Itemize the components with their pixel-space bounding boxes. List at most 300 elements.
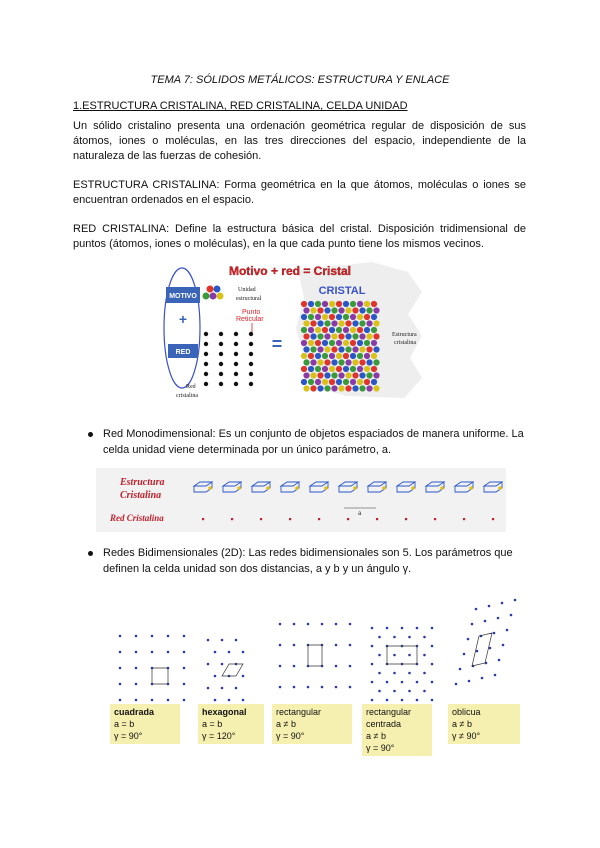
lattice-point xyxy=(249,382,253,386)
figure-headline: Motivo + red = Cristal xyxy=(228,264,352,278)
unit-cell xyxy=(472,633,492,666)
lattice-point-2d xyxy=(510,614,513,617)
lattice-point-2d xyxy=(408,654,411,657)
plus-sign: + xyxy=(178,311,188,327)
lattice-point-2d xyxy=(221,687,224,690)
lattice-point-2d xyxy=(371,681,374,684)
crystal-atom xyxy=(317,333,323,339)
lattice-diagrams xyxy=(119,599,517,710)
lattice-point-2d xyxy=(393,672,396,675)
crystal-atom xyxy=(303,333,309,339)
crystal-atom xyxy=(338,346,344,352)
lattice-label-line: a = b xyxy=(202,719,223,729)
lattice-point-2d xyxy=(242,651,245,654)
lattice-point-1d xyxy=(463,518,465,520)
lattice-point-2d xyxy=(502,644,505,647)
lattice-label-line: oblicua xyxy=(452,707,481,717)
lattice-point-2d xyxy=(293,644,296,647)
crystal-atom xyxy=(322,314,328,320)
crystal-atom xyxy=(331,346,337,352)
crystal-atom xyxy=(373,359,379,365)
estructural-label: estructural xyxy=(236,296,262,302)
unit-cell xyxy=(308,645,322,666)
lattice-point-2d xyxy=(119,683,122,686)
crystal-atom xyxy=(359,359,365,365)
unidad-label: Unidad xyxy=(238,287,256,293)
lattice-point-2d xyxy=(279,665,282,668)
unit-cell xyxy=(387,646,417,664)
lattice-point xyxy=(234,342,238,346)
crystal-atom xyxy=(308,340,314,346)
lattice-point-2d xyxy=(386,681,389,684)
crystal-atom xyxy=(343,366,349,372)
chain-atom xyxy=(208,486,212,490)
crystal-atom xyxy=(336,353,342,359)
lattice-point-2d xyxy=(207,663,210,666)
lattice-point xyxy=(234,352,238,356)
crystal-atom xyxy=(357,314,363,320)
chain-atom xyxy=(353,486,357,490)
lattice-point-2d xyxy=(242,699,245,702)
lattice-point-2d xyxy=(431,663,434,666)
crystal-atom xyxy=(336,379,342,385)
lattice-point-2d xyxy=(475,608,478,611)
lattice-point-2d xyxy=(151,635,154,638)
crystal-atom xyxy=(364,314,370,320)
crystal-atom xyxy=(331,372,337,378)
bullet-bidimensional xyxy=(88,545,533,577)
chain-atom xyxy=(324,486,328,490)
crystal-atom xyxy=(345,346,351,352)
crystal-atom xyxy=(303,320,309,326)
lattice-label-line: a ≠ b xyxy=(366,731,386,741)
lattice-point xyxy=(219,342,223,346)
lattice-label-line: centrada xyxy=(366,719,402,729)
crystal-atom xyxy=(308,366,314,372)
crystal-atom xyxy=(359,307,365,313)
lattice-point xyxy=(234,332,238,336)
lattice-point xyxy=(249,332,253,336)
lattice-point-2d xyxy=(431,699,434,702)
crystal-atom xyxy=(338,307,344,313)
lattice-point-2d xyxy=(335,623,338,626)
crystal-atom xyxy=(366,385,372,391)
crystal-atom xyxy=(366,372,372,378)
crystal-atom xyxy=(343,353,349,359)
crystal-atom xyxy=(352,307,358,313)
crystal-atom xyxy=(322,379,328,385)
reticular-label: Reticular xyxy=(236,316,264,323)
crystal-atom xyxy=(350,340,356,346)
lattice-point-2d xyxy=(293,623,296,626)
lattice-point-2d xyxy=(279,644,282,647)
crystal-atom xyxy=(352,385,358,391)
crystal-atom xyxy=(336,314,342,320)
lattice-point-2d xyxy=(484,620,487,623)
bullet-monodimensional xyxy=(88,426,533,458)
point-lattice xyxy=(204,332,253,386)
motif-atom xyxy=(217,293,224,300)
bullet-dot xyxy=(88,432,93,437)
crystal-atom xyxy=(366,333,372,339)
lattice-point-2d xyxy=(431,645,434,648)
equals-sign: = xyxy=(271,334,283,354)
lattice-point-2d xyxy=(416,681,419,684)
crystal-atom xyxy=(308,327,314,333)
lattice-point-2d xyxy=(378,690,381,693)
red-definition: RED CRISTALINA: Define la estructura básica del cristal. Disposición tridimensional de puntos (átomos, iones o moléculas), en la que cada punto tiene los mismos vecinos. xyxy=(73,223,526,250)
lattice-point-2d xyxy=(378,636,381,639)
lattice-point xyxy=(234,372,238,376)
lattice-point-2d xyxy=(228,699,231,702)
motivo-red-ellipse xyxy=(164,268,200,388)
crystal-atom xyxy=(324,333,330,339)
lattice-point-2d xyxy=(493,632,496,635)
crystal-atom xyxy=(350,314,356,320)
crystal-atom xyxy=(329,340,335,346)
crystal-atom xyxy=(371,379,377,385)
crystal-atom xyxy=(373,320,379,326)
crystal-atom xyxy=(308,353,314,359)
crystal-atom xyxy=(308,301,314,307)
lattice-point-2d xyxy=(467,638,470,641)
lattice-point-2d xyxy=(183,635,186,638)
motif-atom xyxy=(210,293,217,300)
lattice-point-1d xyxy=(231,518,233,520)
lattice-point-2d xyxy=(183,683,186,686)
crystal-atom xyxy=(329,314,335,320)
lattice-point xyxy=(219,332,223,336)
lattice-point-2d xyxy=(335,665,338,668)
lattice-point-2d xyxy=(151,651,154,654)
chain-atom xyxy=(237,486,241,490)
crystal-atom xyxy=(371,314,377,320)
lattice-point-2d xyxy=(393,690,396,693)
lattice-point-2d xyxy=(371,699,374,702)
crystal-atom xyxy=(317,359,323,365)
lattice-point-2d xyxy=(378,654,381,657)
lattice-point-1d xyxy=(492,518,494,520)
estructura-definition: ESTRUCTURA CRISTALINA: Forma geométrica en la que átomos, moléculas o iones se encuentran ordenados en el espacio. xyxy=(73,179,526,206)
lattice-point-2d xyxy=(349,686,352,689)
crystal-atom xyxy=(329,327,335,333)
lattice-point-2d xyxy=(167,651,170,654)
lattice-point xyxy=(219,352,223,356)
crystal-atom xyxy=(310,359,316,365)
lattice-point xyxy=(204,352,208,356)
lattice-point-2d xyxy=(481,677,484,680)
motif-atoms xyxy=(203,286,224,300)
crystal-atom xyxy=(352,320,358,326)
lattice-point-2d xyxy=(221,639,224,642)
motivo-red-cristal-figure xyxy=(160,258,450,404)
crystal-atom xyxy=(352,372,358,378)
lattice-point-2d xyxy=(307,686,310,689)
crystal-atom xyxy=(324,320,330,326)
lattice-point-2d xyxy=(335,686,338,689)
crystal-atom xyxy=(331,333,337,339)
bullet-dot xyxy=(88,551,93,556)
lattice-label-line: a ≠ b xyxy=(276,719,296,729)
crystal-atom xyxy=(366,346,372,352)
crystal-atom xyxy=(310,307,316,313)
lattice-point xyxy=(204,332,208,336)
crystal-atom xyxy=(322,353,328,359)
crystal-atom xyxy=(303,359,309,365)
crystal-atom xyxy=(315,353,321,359)
cristalina-label: cristalina xyxy=(176,393,198,399)
crystal-atom xyxy=(343,379,349,385)
lattice-point xyxy=(204,382,208,386)
lattice-point-2d xyxy=(119,635,122,638)
crystal-atom xyxy=(345,307,351,313)
unit-cell xyxy=(152,668,168,684)
lattice-point-2d xyxy=(335,644,338,647)
crystal-atom xyxy=(350,366,356,372)
crystal-atom xyxy=(336,327,342,333)
crystal-atom xyxy=(373,333,379,339)
lattice-point-2d xyxy=(228,651,231,654)
crystal-atom xyxy=(371,353,377,359)
lattice-point-2d xyxy=(214,699,217,702)
crystal-atom xyxy=(324,359,330,365)
lattice-point xyxy=(219,362,223,366)
crystal-atom xyxy=(315,379,321,385)
lattice-label-line: γ = 90° xyxy=(366,743,395,753)
crystal-atom xyxy=(301,366,307,372)
lattice-point-2d xyxy=(468,680,471,683)
chain-atom xyxy=(266,486,270,490)
lattice-point-2d xyxy=(401,699,404,702)
lattice-point-2d xyxy=(501,602,504,605)
lattice-labels xyxy=(110,704,520,756)
lattice-point-1d xyxy=(434,518,436,520)
parameter-label: a xyxy=(358,511,362,517)
crystal-atom xyxy=(343,340,349,346)
lattice-point-2d xyxy=(279,686,282,689)
lattice-point-2d xyxy=(386,699,389,702)
crystal-atom xyxy=(350,327,356,333)
crystal-atom xyxy=(350,353,356,359)
lattice-point xyxy=(249,342,253,346)
red-cristalina-label: Red Cristalina xyxy=(110,513,164,523)
lattice-point-2d xyxy=(119,651,122,654)
crystal-atom xyxy=(343,314,349,320)
lattice-point-2d xyxy=(423,672,426,675)
unit-cell xyxy=(222,664,243,676)
bullet-bidimensional-text: Redes Bidimensionales (2D): Las redes bidimensionales son 5. Los parámetros que definen la celda unidad son dos distancias, a y b y un ángulo γ. xyxy=(103,547,513,575)
crystal-atom xyxy=(336,366,342,372)
crystal-atom xyxy=(322,327,328,333)
cristalina-right-label: cristalina xyxy=(394,340,416,346)
crystal-atom xyxy=(315,327,321,333)
crystal-atom xyxy=(324,385,330,391)
lattice-point-2d xyxy=(207,639,210,642)
crystal-atom xyxy=(317,320,323,326)
lattice-label-line: rectangular xyxy=(276,707,322,717)
crystal-atom xyxy=(322,366,328,372)
crystal-atom xyxy=(338,372,344,378)
lattice-point xyxy=(249,352,253,356)
lattice-point-2d xyxy=(408,636,411,639)
crystal-atom xyxy=(301,379,307,385)
crystal-atom xyxy=(366,307,372,313)
lattice-point-1d xyxy=(376,518,378,520)
crystal-atom xyxy=(364,353,370,359)
crystal-atom xyxy=(338,333,344,339)
chain-atom xyxy=(498,486,502,490)
lattice-label-line: a = b xyxy=(114,719,135,729)
chain-atom xyxy=(440,486,444,490)
lattice-point-2d xyxy=(183,699,186,702)
lattice-point-2d xyxy=(393,654,396,657)
lattice-point xyxy=(234,382,238,386)
crystal-atom xyxy=(329,379,335,385)
page-title: TEMA 7: SÓLIDOS METÁLICOS: ESTRUCTURA Y ENLACE xyxy=(150,74,450,86)
lattice-point-2d xyxy=(349,623,352,626)
estructura-label: Estructura xyxy=(392,332,417,338)
lattice-label-line: cuadrada xyxy=(114,707,155,717)
crystal-atom xyxy=(359,385,365,391)
lattice-label-line: hexagonal xyxy=(202,707,247,717)
lattice-point xyxy=(204,372,208,376)
lattice-point-2d xyxy=(235,687,238,690)
crystal-atom xyxy=(324,372,330,378)
lattice-point-2d xyxy=(135,635,138,638)
lattice-point-2d xyxy=(459,668,462,671)
crystal-atom xyxy=(352,346,358,352)
crystal-atom xyxy=(357,301,363,307)
crystal-atom xyxy=(310,320,316,326)
lattice-point-2d xyxy=(321,623,324,626)
crystal-atom xyxy=(301,327,307,333)
crystal-atom xyxy=(359,320,365,326)
crystal-atom xyxy=(336,340,342,346)
lattice-point-2d xyxy=(119,699,122,702)
crystal-atom xyxy=(317,307,323,313)
chain-atom xyxy=(411,486,415,490)
motif-atom xyxy=(207,286,214,293)
crystal-atom xyxy=(315,314,321,320)
crystal-atom xyxy=(303,346,309,352)
lattice-point xyxy=(219,382,223,386)
crystal-atom xyxy=(357,379,363,385)
redes-bidimensionales-figure xyxy=(110,598,520,758)
crystal-atom xyxy=(359,333,365,339)
crystal-atom xyxy=(315,366,321,372)
crystal-atom xyxy=(310,346,316,352)
crystal-atom xyxy=(350,301,356,307)
crystal-atom xyxy=(345,372,351,378)
lattice-point-2d xyxy=(408,672,411,675)
crystal-atom xyxy=(352,333,358,339)
lattice-point-2d xyxy=(371,627,374,630)
lattice-point-2d xyxy=(488,605,491,608)
lattice-point-2d xyxy=(378,672,381,675)
lattice-point-1d xyxy=(289,518,291,520)
crystal-atom xyxy=(359,346,365,352)
lattice-point-2d xyxy=(183,667,186,670)
motif-atom xyxy=(214,286,221,293)
crystal-atom xyxy=(338,385,344,391)
motivo-label: MOTIVO xyxy=(169,293,197,300)
lattice-point-2d xyxy=(431,681,434,684)
lattice-point-2d xyxy=(494,674,497,677)
lattice-point-2d xyxy=(135,699,138,702)
crystal-atom xyxy=(345,333,351,339)
lattice-point-1d xyxy=(260,518,262,520)
lattice-point-2d xyxy=(349,644,352,647)
lattice-point-2d xyxy=(506,629,509,632)
lattice-point xyxy=(249,362,253,366)
lattice-point xyxy=(219,372,223,376)
crystal-atom xyxy=(331,385,337,391)
crystal-atom xyxy=(345,359,351,365)
lattice-label-line: rectangular xyxy=(366,707,412,717)
lattice-point xyxy=(204,342,208,346)
crystal-atom xyxy=(371,301,377,307)
crystal-atom xyxy=(338,320,344,326)
crystal-atom xyxy=(350,379,356,385)
lattice-point-1d xyxy=(318,518,320,520)
lattice-label-line: γ = 90° xyxy=(276,731,305,741)
lattice-point-2d xyxy=(463,653,466,656)
lattice-point-2d xyxy=(401,681,404,684)
crystal-atom xyxy=(373,385,379,391)
lattice-point xyxy=(249,372,253,376)
lattice-point-2d xyxy=(293,686,296,689)
crystal-atom xyxy=(371,366,377,372)
lattice-point-2d xyxy=(279,623,282,626)
crystal-atom xyxy=(310,372,316,378)
lattice-label-line: a ≠ b xyxy=(452,719,472,729)
punto-label: Punto xyxy=(242,309,261,316)
crystal-atom xyxy=(315,340,321,346)
crystal-atom xyxy=(352,359,358,365)
crystal-atom xyxy=(331,320,337,326)
lattice-point-2d xyxy=(386,627,389,630)
lattice-point-2d xyxy=(307,623,310,626)
crystal-atom xyxy=(364,340,370,346)
crystal-atom xyxy=(364,366,370,372)
lattice-point-2d xyxy=(214,675,217,678)
crystal-atom xyxy=(338,359,344,365)
lattice-point-2d xyxy=(423,636,426,639)
estructura-label: Estructura xyxy=(120,477,165,488)
crystal-atom xyxy=(303,307,309,313)
lattice-point-2d xyxy=(221,663,224,666)
lattice-point-2d xyxy=(293,665,296,668)
crystal-atom xyxy=(317,385,323,391)
crystal-atom xyxy=(371,327,377,333)
crystal-atom xyxy=(357,327,363,333)
lattice-point-2d xyxy=(416,627,419,630)
lattice-point-2d xyxy=(167,635,170,638)
lattice-label-line: γ = 120° xyxy=(202,731,236,741)
crystal-atom xyxy=(364,301,370,307)
crystal-atom xyxy=(357,366,363,372)
section-heading: 1.ESTRUCTURA CRISTALINA, RED CRISTALINA, CELDA UNIDAD xyxy=(73,100,408,112)
crystal-atom xyxy=(343,301,349,307)
chain-atom xyxy=(295,486,299,490)
crystal-atom xyxy=(301,301,307,307)
lattice-point-2d xyxy=(471,623,474,626)
crystal-atom xyxy=(345,385,351,391)
lattice-point-2d xyxy=(242,675,245,678)
lattice-label-line: γ = 90° xyxy=(114,731,143,741)
lattice-point xyxy=(234,362,238,366)
crystal-atom xyxy=(329,366,335,372)
